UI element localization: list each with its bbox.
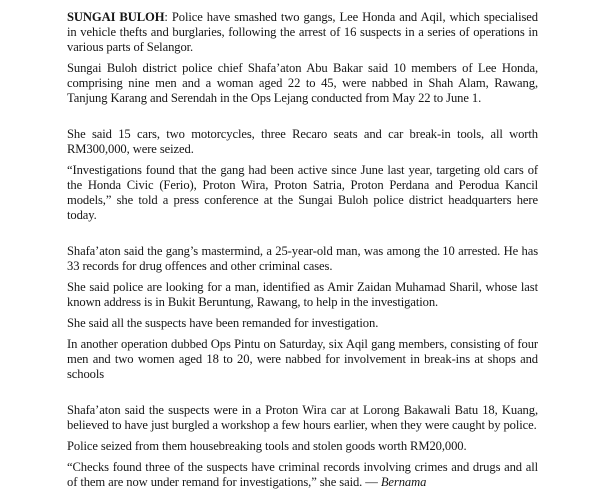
paragraph-7: She said all the suspects have been remanded for investigation.	[67, 316, 379, 330]
paragraph-closing-text: “Checks found three of the suspects have criminal records involving crimes and drugs and all of them are now under remand for investigations,” she said. —	[67, 460, 538, 489]
article-body	[67, 10, 538, 490]
paragraph-4: “Investigations found that the gang had been active since June last year, targeting old cars of the Honda Civic (Ferio), Proton Wira, Proton Satria, Proton Perdana and Perodua Kancil models,” she told a press conference at the Sungai Buloh police district headquarters here today.	[67, 163, 538, 222]
attribution-italic: Bernama	[380, 475, 427, 489]
paragraph-lead	[67, 10, 538, 55]
paragraph-9: Shafa’aton said the suspects were in a Proton Wira car at Lorong Bakawali Batu 18, Kuang, believed to have just burgled a workshop a few hours earlier, when they were caught by police.	[67, 403, 538, 432]
paragraph-closing	[67, 460, 538, 490]
paragraph-10: Police seized from them housebreaking tools and stolen goods worth RM20,000.	[67, 439, 467, 453]
paragraph-lead-text: : Police have smashed two gangs, Lee Honda and Aqil, which specialised in vehicle thefts and burglaries, following the arrest of 16 suspects in a series of operations in various parts of Selangor.	[67, 10, 538, 54]
paragraph-5: Shafa’aton said the gang’s mastermind, a 25-year-old man, was among the 10 arrested. He has 33 records for drug offences and other criminal cases.	[67, 244, 538, 273]
dateline-bold: SUNGAI BULOH	[67, 10, 165, 24]
paragraph-8: In another operation dubbed Ops Pintu on Saturday, six Aqil gang members, consisting of four men and two women aged 18 to 20, were nabbed for involvement in break-ins at shops and schools	[67, 337, 538, 381]
paragraph-2: Sungai Buloh district police chief Shafa’aton Abu Bakar said 10 members of Lee Honda, comprising nine men and a woman aged 22 to 45, were nabbed in Shah Alam, Rawang, Tanjung Karang and Serendah in the Ops Lejang conducted from May 22 to June 1.	[67, 61, 538, 105]
paragraph-3: She said 15 cars, two motorcycles, three Recaro seats and car break-in tools, all worth RM300,000, were seized.	[67, 127, 538, 156]
paragraph-6: She said police are looking for a man, identified as Amir Zaidan Muhamad Sharil, whose last known address is in Bukit Beruntung, Rawang, to help in the investigation.	[67, 280, 538, 309]
